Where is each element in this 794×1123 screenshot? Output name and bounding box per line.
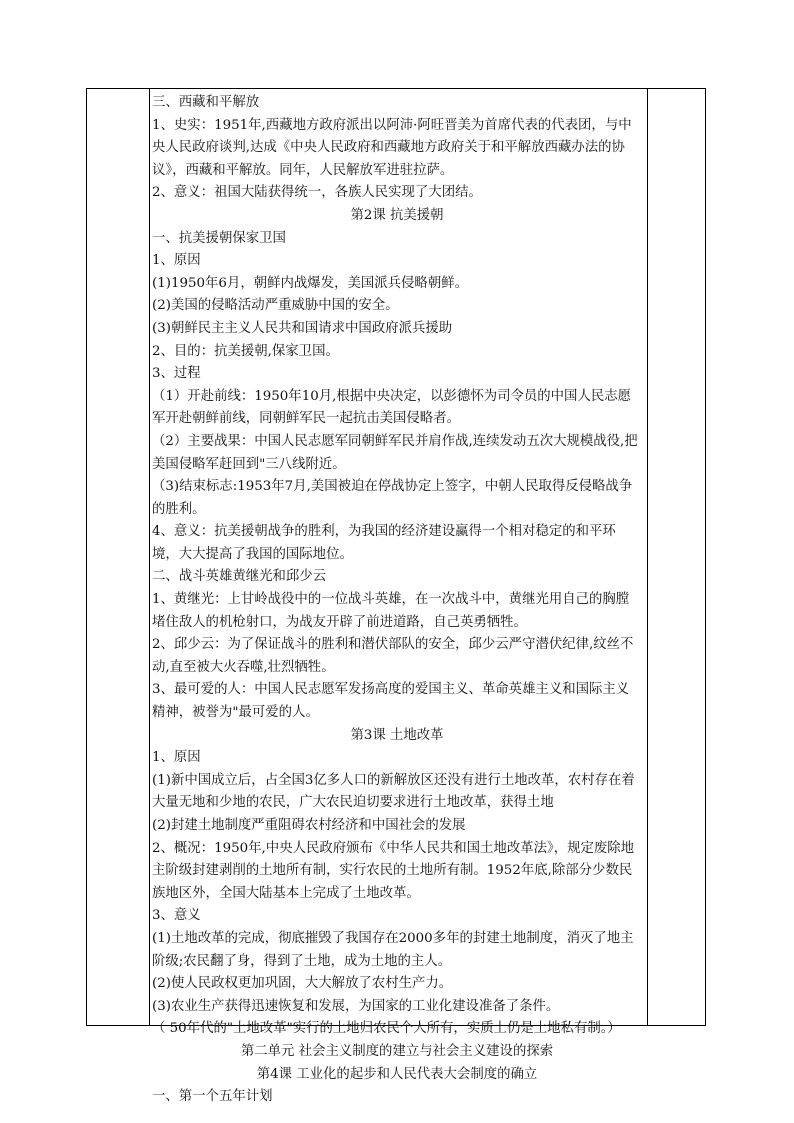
paragraph: 4、意义：抗美援朝战争的胜利，为我国的经济建设赢得一个相对稳定的和平环境，大大提高了我国的国际地位。 [152,524,616,562]
paragraph: (3)农业生产获得迅速恢复和发展，为国家的工业化建设准备了条件。 [152,998,560,1014]
paragraph: 2、意义：祖国大陆获得统一，各族人民实现了大团结。 [152,185,482,201]
paragraph: 三、西藏和平解放 [152,95,260,110]
paragraph: 3、过程 [152,366,201,382]
paragraph: 1、原因 [152,750,201,766]
paragraph: (2)封建土地制度严重阻碍农村经济和中国社会的发展 [152,818,466,833]
table-column-divider-right [647,89,648,1025]
paragraph: 1、原因 [152,253,201,269]
section-heading: 第3课 土地改革 [350,727,444,743]
table-column-divider-left [149,89,150,1025]
paragraph: 一、第一个五年计划 [152,1089,273,1105]
paragraph: (1)新中国成立后，占全国3亿多人口的新解放区还没有进行土地改革，农村存在着大量无地和少地的农民，广大农民迫切要求进行土地改革，获得土地 [152,772,635,811]
paragraph: 3、意义 [152,908,201,924]
paragraph: 1、黄继光：上甘岭战役中的一位战斗英雄，在一次战斗中，黄继光用自己的胸膛堵住敌人的机枪射口，为战友开辟了前进道路，自己英勇牺牲。 [152,592,630,630]
paragraph: (1)土地改革的完成，彻底摧毁了我国存在2000多年的封建土地制度，消灭了地主阶级;农民翻了身，得到了土地，成为土地的主人。 [152,930,634,969]
paragraph: （3)结束标志:1953年7月,美国被迫在停战协定上签字，中朝人民取得反侵略战争的胜利。 [152,479,633,517]
document-body [152,92,642,1109]
section-heading: 第4课 工业化的起步和人民代表大会制度的确立 [256,1066,538,1082]
paragraph: 二、战斗英雄黄继光和邱少云 [152,569,327,585]
paragraph: 3、最可爱的人：中国人民志愿军发扬高度的爱国主义、革命英雄主义和国际主义精神，被誉为"最可爱的人。 [152,682,630,721]
paragraph: 2、目的：抗美援朝,保家卫国。 [152,343,339,359]
paragraph: 1、史实：1951年,西藏地方政府派出以阿沛·阿旺晋美为首席代表的代表团，与中央人民政府谈判,达成《中央人民政府和西藏地方政府关于和平解放西藏办法的协议》，西藏和平解放。同年，人民解放军进驻拉萨。 [152,117,632,178]
paragraph: （1）开赴前线：1950年10月,根据中央决定，以彭德怀为司令员的中国人民志愿军开赴朝鲜前线，同朝鲜军民一起抗击美国侵略者。 [152,388,632,427]
section-heading: 第二单元 社会主义制度的建立与社会主义建设的探索 [240,1043,554,1059]
paragraph: 一、抗美援朝保家卫国 [152,230,286,246]
paragraph: （ 50年代的"土地改革"实行的土地归农民个人所有，实质上仍是土地私有制。） [152,1021,621,1037]
paragraph: (3)朝鲜民主主义人民共和国请求中国政府派兵援助 [152,320,453,336]
paragraph: 2、邱少云：为了保证战斗的胜利和潜伏部队的安全，邱少云严守潜伏纪律,纹丝不动,直至被大火吞噬,壮烈牺牲。 [152,637,634,675]
paragraph: (2)使人民政权更加巩固，大大解放了农村生产力。 [152,976,453,992]
paragraph: (2)美国的侵略活动严重威胁中国的安全。 [152,298,399,314]
paragraph: （2）主要战果：中国人民志愿军同朝鲜军民并肩作战,连续发动五次大规模战役,把美国侵略军赶回到"三八线附近。 [152,433,638,472]
paragraph: 2、概况：1950年,中央人民政府颁布《中华人民共和国土地改革法》，规定废除地主阶级封建剥削的土地所有制，实行农民的土地所有制。1952年底,除部分少数民族地区外，全国大陆基本上完成了土地改革。 [152,840,635,901]
section-heading: 第2课 抗美援朝 [350,207,444,223]
paragraph: (1)1950年6月，朝鲜内战爆发，美国派兵侵略朝鲜。 [152,275,468,291]
